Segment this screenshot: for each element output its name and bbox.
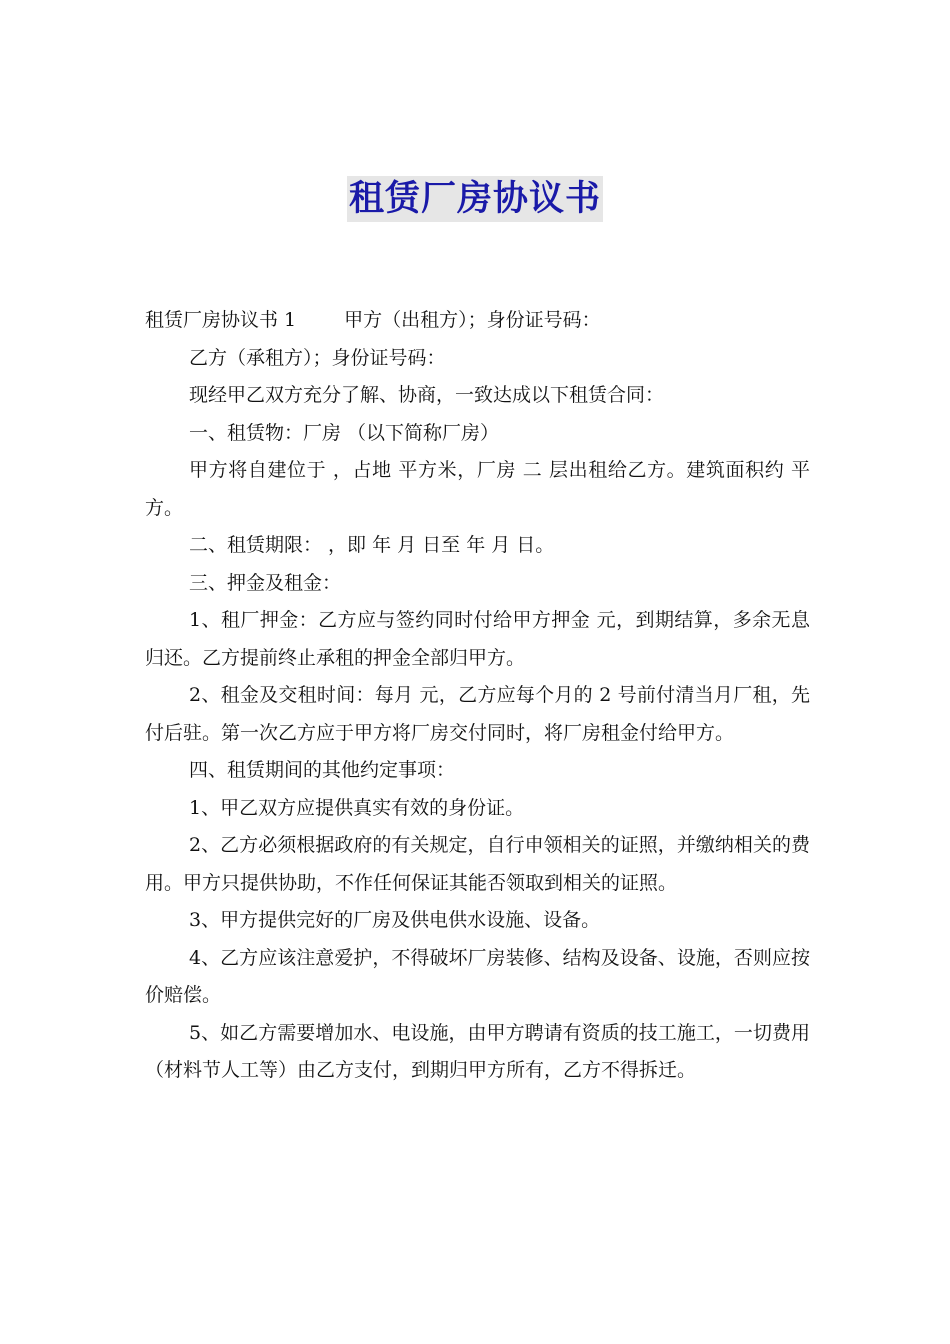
paragraph-party-b: 乙方（承租方）；身份证号码： xyxy=(189,346,446,369)
title-container xyxy=(0,176,950,222)
party-a-line: 甲方（出租方）；身份证号码： xyxy=(344,309,601,331)
section-heading-lease-term: 二、租赁期限： ，即 年 月 日至 年 月 日。 xyxy=(189,534,555,556)
clause-deposit: 1、租厂押金：乙方应与签约同时付给甲方押金 元，到期结算，多余无息归还。乙方提前终止承租的押金全部归甲方。 xyxy=(145,609,810,669)
first-line xyxy=(145,302,810,340)
document-heading-reference: 租赁厂房协议书 1 xyxy=(145,309,297,331)
clause-licenses: 2、乙方必须根据政府的有关规定，自行申领相关的证照，并缴纳相关的费用。甲方只提供协助，不作任何保证其能否领取到相关的证照。 xyxy=(145,834,810,894)
clause-rent: 2、租金及交租时间：每月 元，乙方应每个月的 2 号前付清当月厂租，先付后驻。第一次乙方应于甲方将厂房交付同时，将厂房租金付给甲方。 xyxy=(145,684,810,744)
section-heading-deposit-rent: 三、押金及租金： xyxy=(189,571,342,594)
section-heading-other-terms: 四、租赁期间的其他约定事项： xyxy=(189,759,456,781)
clause-care: 4、乙方应该注意爱护，不得破坏厂房装修、结构及设备、设施，否则应按价赔偿。 xyxy=(145,946,810,1006)
section-heading-leased-property: 一、租赁物：厂房 （以下简称厂房） xyxy=(189,421,500,444)
document-title: 租赁厂房协议书 xyxy=(347,176,603,222)
clause-id-cards: 1、甲乙双方应提供真实有效的身份证。 xyxy=(189,796,525,819)
paragraph-intro: 现经甲乙双方充分了解、协商，一致达成以下租赁合同： xyxy=(189,384,665,406)
document-body xyxy=(145,302,810,1090)
paragraph-property-details: 甲方将自建位于 ，占地 平方米，厂房 二 层出租给乙方。建筑面积约 平方。 xyxy=(145,459,810,519)
clause-facilities: 3、甲方提供完好的厂房及供电供水设施、设备。 xyxy=(189,909,601,931)
clause-utilities: 5、如乙方需要增加水、电设施，由甲方聘请有资质的技工施工，一切费用（材料节人工等）由乙方支付，到期归甲方所有，乙方不得拆迁。 xyxy=(145,1021,810,1081)
